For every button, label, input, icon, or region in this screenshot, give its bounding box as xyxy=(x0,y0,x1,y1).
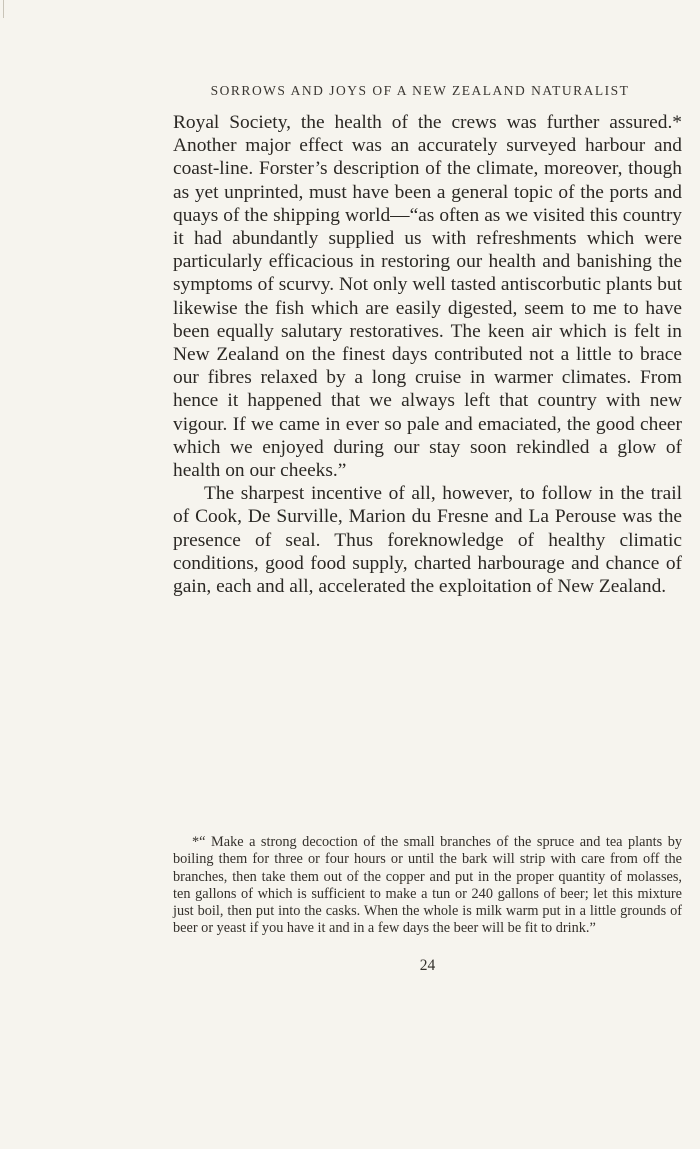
running-head: SORROWS AND JOYS OF A NEW ZEALAND NATURALIST xyxy=(210,83,630,98)
footnote xyxy=(173,834,682,938)
page-edge-mark xyxy=(3,0,4,18)
footnote-text: *“ Make a strong decoction of the small branches of the spruce and tea plants by boiling them for three or four hours or until the bark will strip with care from off the branches, then take them out of the copper and put in the proper quantity of molasses, ten gallons of which is sufficient to make a tun or 240 gallons of beer; let this mixture just boil, then put into the casks. When the whole is milk warm put in a little grounds of beer or yeast if you have it and in a few days the beer will be fit to drink.” xyxy=(173,834,682,937)
paragraph-1: Royal Society, the health of the crews was further assured.* Another major effect was an accurately surveyed harbour and coast-line. Forster’s description of the climate, moreover, though as yet unprinted, must have been a general topic of the ports and quays of the shipping world—“as often as we visited this country it had abundantly supplied us with refreshments which were particularly efficacious in restoring our health and banishing the symptoms of scurvy. Not only well tasted antiscorbutic plants but likewise the fish which are easily digested, seem to me to have been equally salutary restoratives. The keen air which is felt in New Zealand on the finest days contributed not a little to brace our fibres relaxed by a long cruise in warmer climates. From hence it happened that we always left that country with new vigour. If we came in ever so pale and emaciated, the good cheer which we enjoyed during our stay soon rekindled a glow of health on our cheeks.” xyxy=(173,112,682,482)
paragraph-2: The sharpest incentive of all, however, to follow in the trail of Cook, De Surville, Marion du Fresne and La Perouse was the presence of seal. Thus foreknowledge of healthy climatic conditions, good food supply, charted harbourage and chance of gain, each and all, accelerated the exploitation of New Zealand. xyxy=(173,483,682,598)
body-text xyxy=(173,111,682,598)
page-number: 24 xyxy=(419,957,436,974)
